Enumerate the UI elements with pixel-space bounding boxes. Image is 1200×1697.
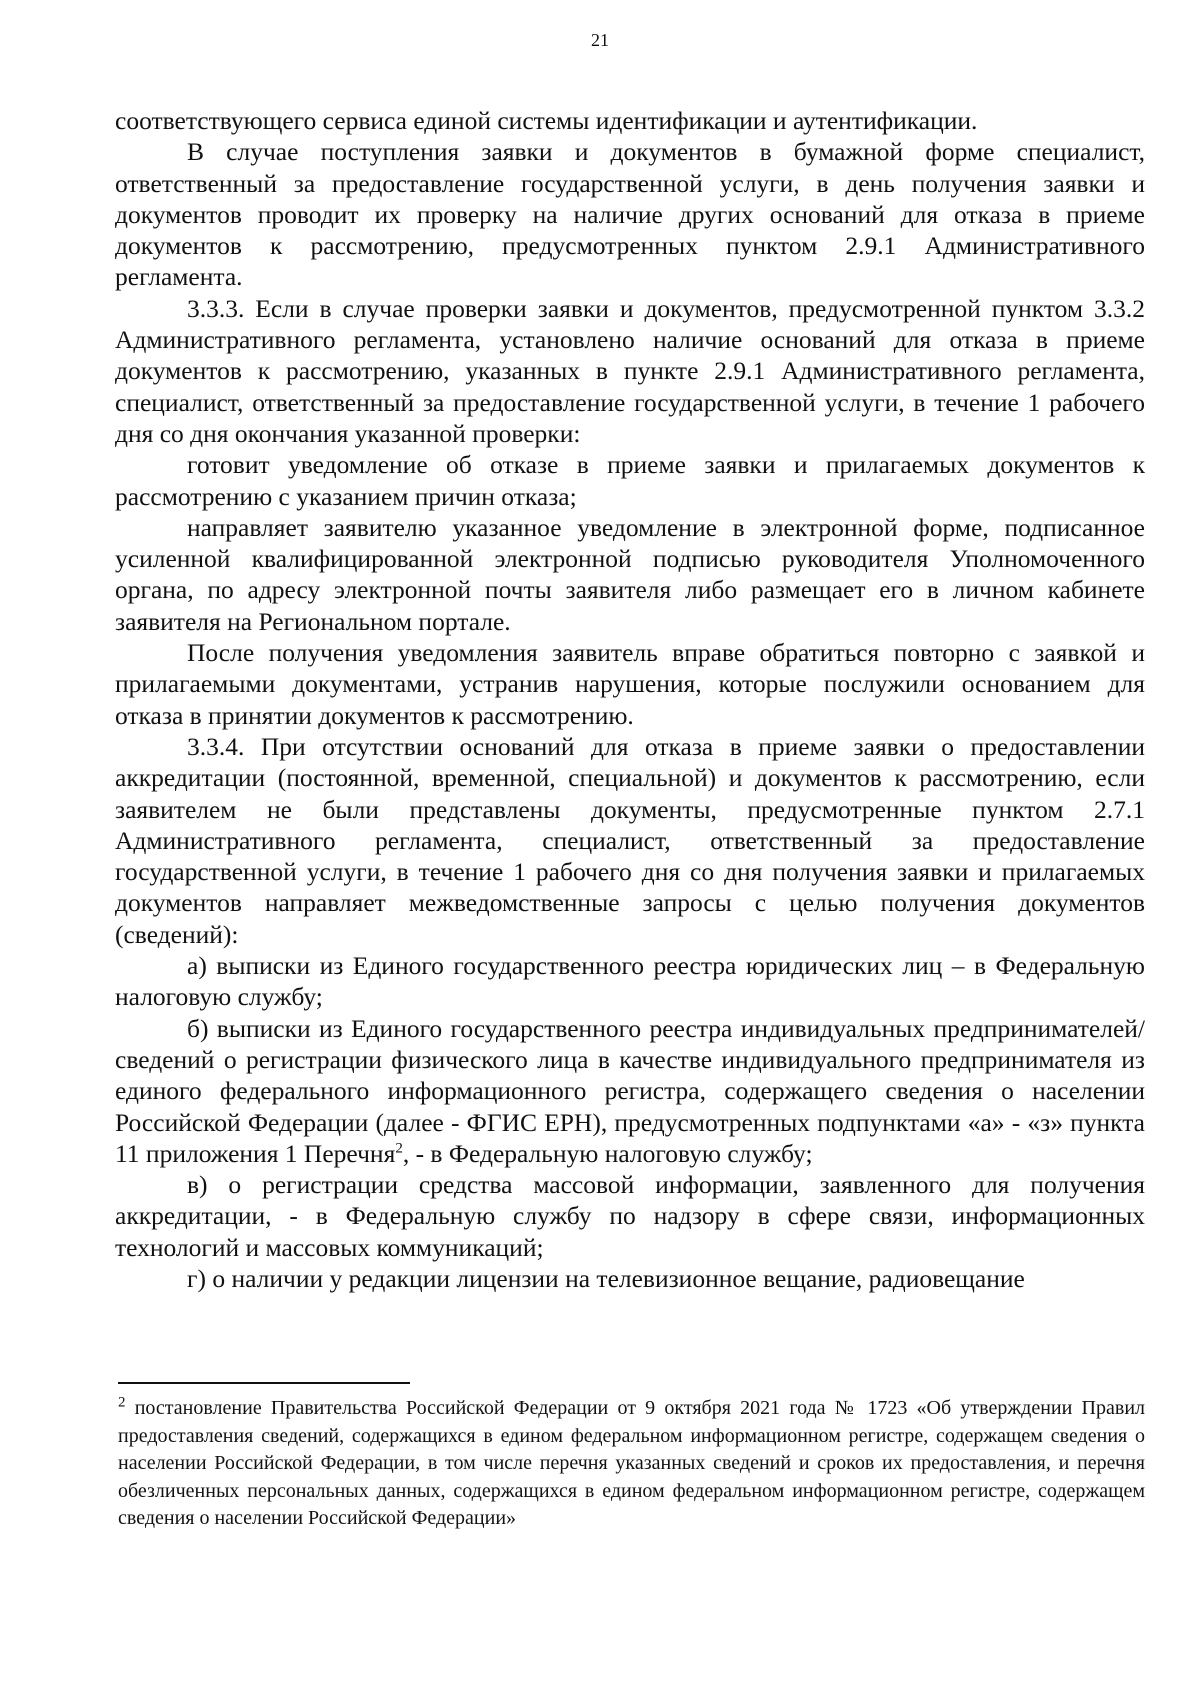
footnote	[118, 1395, 1145, 1533]
paragraph-b-tail: , - в Федеральную налоговую службу;	[402, 1138, 813, 1168]
footnote-separator	[118, 1382, 410, 1384]
paragraph: 3.3.3. Если в случае проверки заявки и документов, предусмотренной пунктом 3.3.2 Административного регламента, установлено наличие оснований для отказа в приеме документов к рассмотрению, указанных в пункте 2.9.1 Административного регламента, специалист, ответственный за предоставление государственной услуги, в течение 1 рабочего дня со дня окончания указанной проверки:	[115, 293, 1145, 448]
paragraph: а) выписки из Единого государственного реестра юридических лиц – в Федеральную налоговую службу;	[115, 951, 1145, 1012]
page-number: 21	[591, 30, 609, 50]
paragraph: 3.3.4. При отсутствии оснований для отказа в приеме заявки о предоставлении аккредитации (постоянной, временной, специальной) и документов к рассмотрению, если заявителем не были представлены документы, предусмотренные пунктом 2.7.1 Административного регламента, специалист, ответственный за предоставление государственной услуги, в течение 1 рабочего дня со дня получения заявки и прилагаемых документов направляет межведомственные запросы с целью получения документов (сведений):	[115, 731, 1145, 949]
footnote-number: 2	[118, 1394, 126, 1411]
footnote-reference[interactable]: 2	[395, 1140, 403, 1157]
paragraph: В случае поступления заявки и документов в бумажной форме специалист, ответственный за предоставление государственной услуги, в день получения заявки и документов проводит их проверку на наличие других оснований для отказа в приеме документов к рассмотрению, предусмотренных пунктом 2.9.1 Административного регламента.	[115, 137, 1145, 292]
footnote-body: постановление Правительства Российской Федерации от 9 октября 2021 года № 1723 «Об утверждении Правил предоставления сведений, содержащихся в едином федеральном информационном регистре, содержащем сведения о населении Российской Федерации, в том числе перечня указанных сведений и сроков их предоставления, и перечня обезличенных персональных данных, содержащихся в едином федеральном информационном регистре, содержащем сведения о населении Российской Федерации»	[118, 1397, 1145, 1529]
footnote-text	[118, 1395, 1145, 1533]
paragraph: направляет заявителю указанное уведомление в электронной форме, подписанное усиленной квалифицированной электронной подписью руководителя Уполномоченного органа, по адресу электронной почты заявителя либо размещает его в личном кабинете заявителя на Региональном портале.	[115, 512, 1145, 636]
body-text	[115, 105, 1145, 1294]
paragraph: в) о регистрации средства массовой информации, заявленного для получения аккредитации, - в Федеральную службу по надзору в сфере связи, информационных технологий и массовых коммуникаций;	[115, 1170, 1145, 1262]
paragraph: соответствующего сервиса единой системы идентификации и аутентификации.	[115, 106, 978, 135]
paragraph-b-text: б) выписки из Единого государственного реестра индивидуальных предпринимателей/сведений о регистрации физического лица в качестве индивидуального предпринимателя из единого федерального информационного регистра, содержащего сведения о населении Российской Федерации (далее - ФГИС ЕРН), предусмотренных подпунктами «а» - «з» пункта 11 приложения 1 Перечня	[115, 1013, 1145, 1168]
paragraph-b	[115, 1013, 1145, 1169]
paragraph: г) о наличии у редакции лицензии на телевизионное вещание, радиовещание	[187, 1263, 1025, 1293]
paragraph: готовит уведомление об отказе в приеме заявки и прилагаемых документов к рассмотрению с указанием причин отказа;	[115, 450, 1145, 511]
paragraph: После получения уведомления заявитель вправе обратиться повторно с заявкой и прилагаемыми документами, устранив нарушения, которые послужили основанием для отказа в принятии документов к рассмотрению.	[115, 638, 1145, 730]
